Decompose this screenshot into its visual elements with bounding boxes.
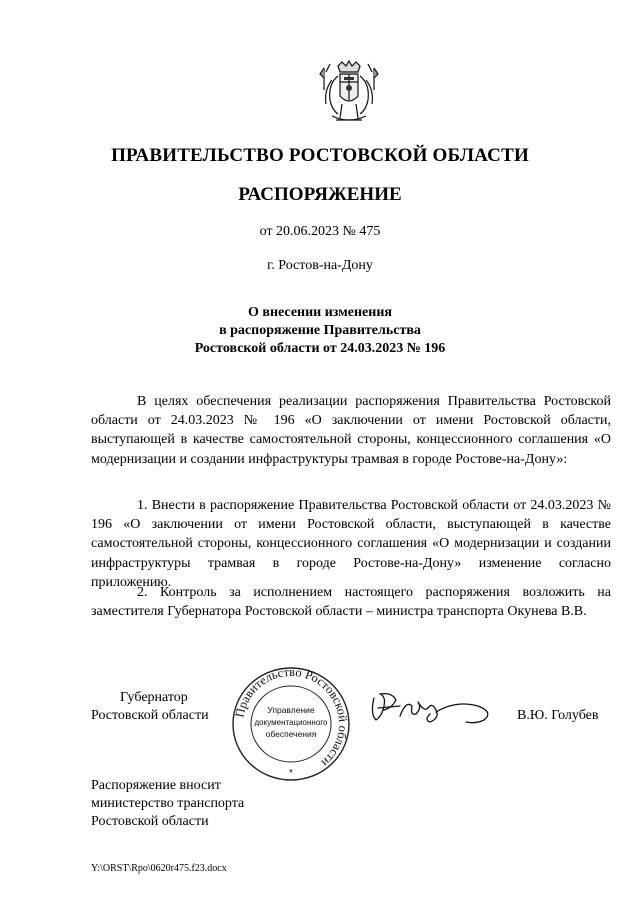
signatory-name: В.Ю. Голубев (517, 708, 599, 723)
document-type: РАСПОРЯЖЕНИЕ (238, 184, 402, 205)
submitter-line-1: Распоряжение вносит (91, 778, 221, 793)
city: г. Ростов-на-Дону (267, 258, 373, 273)
stamp-inner-line-1: Управление (267, 705, 315, 715)
government-title: ПРАВИТЕЛЬСТВО РОСТОВСКОЙ ОБЛАСТИ (111, 145, 529, 166)
stamp-inner-line-3: обеспечения (265, 729, 317, 739)
official-stamp (230, 665, 352, 783)
date-number: от 20.06.2023 № 475 (259, 224, 381, 239)
order-item-2: 2. Контроль за исполнением настоящего распоряжения возложить на заместителя Губернатора Ростовской области – министра транспорта Окунева В.В. (91, 585, 611, 620)
handwritten-signature (366, 686, 496, 728)
subject-line-3: Ростовской области от 24.03.2023 № 196 (194, 341, 446, 356)
stamp-star: * (289, 768, 293, 779)
file-path-footer: Y:\ORST\Rpo\0620r475.f23.docx (91, 863, 227, 874)
stamp-inner-line-2: документационного (254, 718, 328, 727)
coat-of-arms-emblem (318, 60, 380, 126)
subject-line-2: в распоряжение Правительства (219, 323, 421, 338)
order-item-1: 1. Внести в распоряжение Правительства Ростовской области от 24.03.2023 № 196 «О заключении от имени Ростовской области, выступающей в качестве самостоятельной стороны, концессионного соглашения «О модернизации и создании инфраструктуры трамвая в городе Ростове-на-Дону» изменение согласно приложению. (91, 498, 611, 590)
preamble-paragraph: В целях обеспечения реализации распоряжения Правительства Ростовской области от 24.03.2023 № 196 «О заключении от имени Ростовской области, выступающей в качестве самостоятельной стороны, концессионного соглашения «О модернизации и создании инфраструктуры трамвая в городе Ростове-на-Дону»: (91, 394, 611, 467)
signatory-role-line-2: Ростовской области (91, 708, 209, 723)
submitter-line-3: Ростовской области (91, 814, 209, 829)
stamp-ring-text: Правительство Ростовской области (232, 665, 351, 770)
submitter-line-2: министерство транспорта (91, 796, 245, 811)
subject-line-1: О внесении изменения (248, 305, 392, 320)
submitter-block (91, 777, 244, 831)
signatory-role-line-1: Губернатор (120, 690, 188, 705)
subject-heading (0, 304, 640, 358)
